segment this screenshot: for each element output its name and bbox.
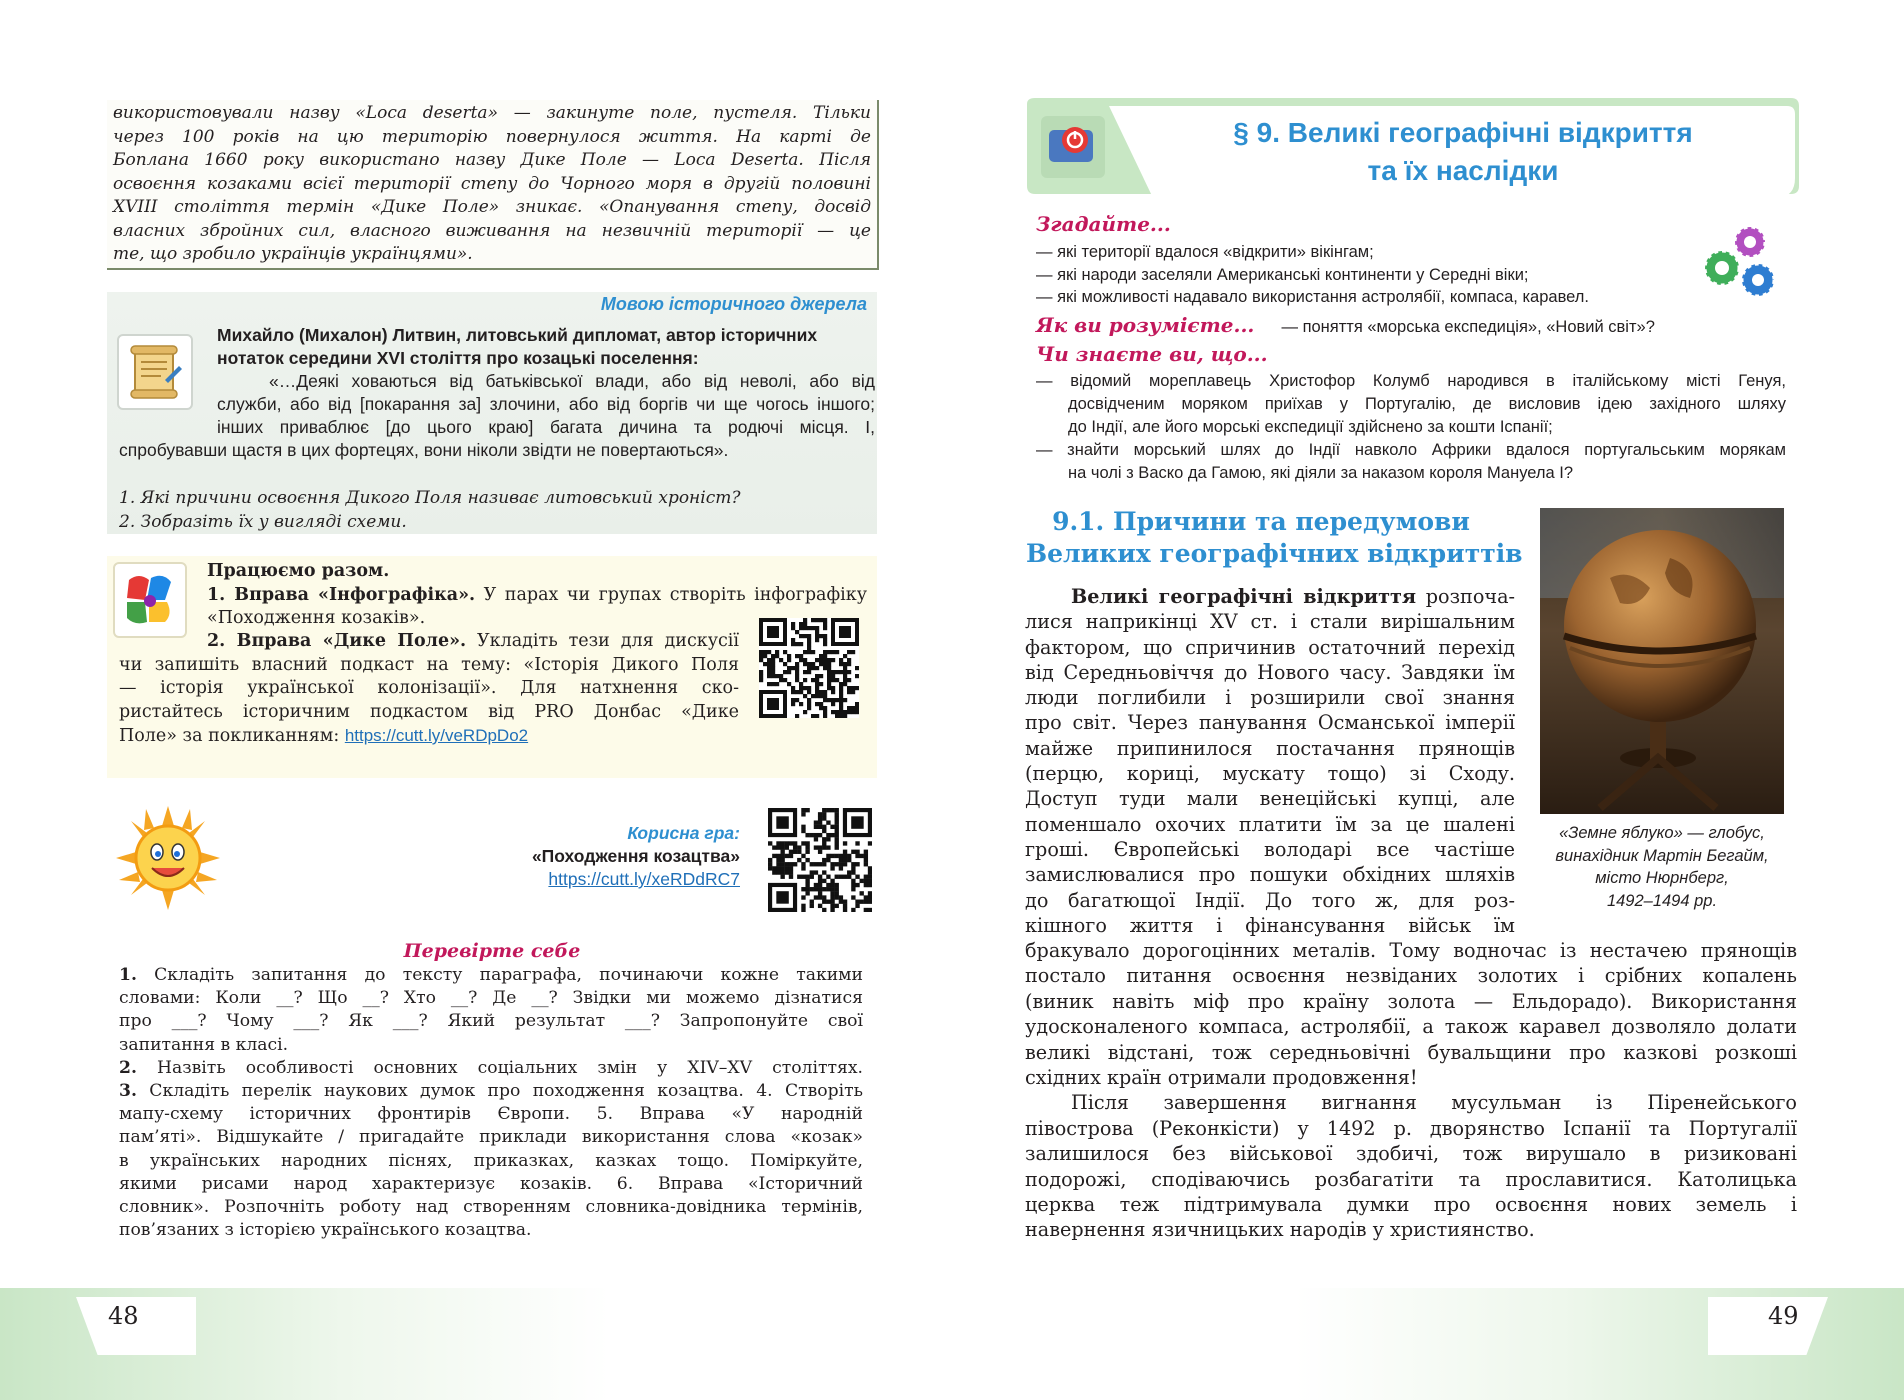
podcast-link[interactable]: https://cutt.ly/veRDpDo2 [344, 726, 529, 745]
body-term: Великі географічні відкриття [1071, 585, 1417, 608]
did-you-know-line: досвідченим моряком приїхав у Португалію, де висловив ідею західного шляху [1068, 395, 1786, 413]
historical-source-box [107, 292, 877, 534]
body-line: церква теж підтримувала думки про освоєння нових земель і [1025, 1193, 1797, 1217]
globe-photo [1540, 508, 1784, 814]
body-line: фактором, що спричинив остаточний перехід [1025, 635, 1515, 659]
game-label: Корисна гра: [627, 823, 740, 843]
page-number-left: 48 [108, 1302, 139, 1330]
body-line: поменшало охочих платити їм за це шалені [1025, 812, 1515, 836]
work-together-box [107, 556, 877, 778]
check-item-number: 1. [119, 965, 137, 985]
exercise-text: чи запишіть власний подкаст на тему: «Історія Дикого Поля [119, 654, 739, 675]
game-link[interactable]: https://cutt.ly/xeRDdRC7 [548, 869, 740, 889]
intro-line: освоєння козаками всієї території степу до Чорного моря в другій половині [113, 173, 871, 194]
remember-item: — які можливості надавало використання астролябії, компаса, каравел. [1036, 288, 1590, 306]
body-line: постало питання освоєння незвіданих золотих і срібних копалень [1025, 964, 1797, 988]
check-line [119, 1010, 863, 1033]
check-line [119, 964, 863, 987]
check-line-text: якими рисами народ характеризує козаків. 6. Вправа «Історичний [119, 1173, 863, 1194]
exercise-text: Поле» за покликанням: [119, 726, 345, 746]
intro-line: те, що зробило українців українцями». [113, 244, 473, 264]
gears-icon [1700, 222, 1782, 302]
page-number-right: 49 [1768, 1302, 1799, 1330]
check-line-text: словами: Коли __? Що __? Хто __? Де __? Звідки ми можемо дізнатися [119, 988, 863, 1009]
exercise-text: — історія української колонізації». Для натхнення ско- [119, 678, 739, 698]
globe-caption-line: 1492–1494 рр. [1606, 891, 1718, 910]
source-quote-line: спробувавши щастя в цих фортецях, вони ніколи звідти не повертаються». [119, 440, 729, 460]
podcast-qr-code[interactable] [759, 618, 859, 718]
check-line-text: запитання в класі. [119, 1034, 289, 1055]
check-line-text: Складіть запитання до тексту параграфа, починаючи кожне такими [136, 965, 863, 985]
check-line-text: Назвіть особливості основних соціальних змін у XIV–XV століттях. [136, 1057, 863, 1078]
game-title: «Походження козацтва» [531, 846, 740, 866]
body-line: бракувало дорогоцінних металів. Тому водночас із нестачею прянощів [1025, 939, 1797, 962]
understand-heading: Як ви розумієте... [1036, 313, 1255, 337]
body-line: лися наприкінці XV ст. і стали вирішальним [1025, 610, 1515, 634]
check-line-text: пов’язаних з історією українського козацтва. [119, 1220, 532, 1241]
did-you-know-line: на чолі з Васко да Гамою, які діяли за наказом короля Мануела І? [1068, 464, 1574, 482]
check-line-text: мапу-схему історичних фронтирів Європи. 5. Вправа «У народній [119, 1104, 863, 1125]
did-you-know-line: — знайти морський шлях до Індії навколо Африки вдалося португальським морякам [1036, 441, 1786, 459]
exercise-label: 2. Вправа «Дике Поле». [207, 631, 467, 651]
understand-text: — поняття «морська експедиція», «Новий світ»? [1281, 318, 1655, 336]
intro-line: використовували назву «Loca deserta» — закинуте поле, пустеля. Тільки [113, 103, 871, 123]
check-line-text: пам’яті». Відшукайте / пригадайте приклади використання слова «козак» [119, 1127, 863, 1148]
intro-line: через 100 років на цю територію повернулося життя. На карті де [113, 126, 871, 147]
check-line-text: в українських народних піснях, приказках, казках тощо. Поміркуйте, [119, 1150, 863, 1171]
section-title: Великих географічних відкриттів [1026, 539, 1523, 568]
body-line: замислювалися про пошуки обхідних шляхів [1025, 863, 1515, 887]
body-line: Доступ туди мали венеційські купці, але [1025, 787, 1515, 811]
check-line [119, 1080, 863, 1103]
body-line: від Середньовіччя до Нового часу. Завдяки їм [1025, 660, 1515, 684]
check-yourself-heading: Перевірте себе [403, 940, 581, 962]
check-line [119, 1126, 863, 1149]
check-item-number: 2. [119, 1057, 137, 1078]
check-line [119, 1034, 863, 1057]
source-quote-line: інших приваблює [до цього краю] багата дичина та родючі місця. І, [217, 417, 875, 437]
body-line: гроші. Європейські володарі все частіше [1025, 837, 1515, 861]
check-line [119, 1103, 863, 1126]
remember-item: — які території вдалося «відкрити» вікінгам; [1036, 243, 1374, 261]
intro-line: XVIII століття термін «Дике Поле» зникає. «Опанування степу, досвід [113, 197, 871, 217]
body-line: про світ. Через панування Османської імперії [1025, 711, 1515, 735]
page-footer-band [0, 1288, 1904, 1400]
remember-heading: Згадайте... [1036, 212, 1171, 236]
game-qr-code[interactable] [768, 808, 872, 912]
check-line [119, 1150, 863, 1173]
body-line: кішного життя і фінансування військ їм [1025, 913, 1515, 937]
body-line: подорожі, сподіваючись розбагатіти та прославитися. Католицька [1025, 1167, 1797, 1191]
source-quote-line: «…Деякі ховаються від батьківської влади, або від неволі, або від [269, 371, 875, 391]
sun-mascot-icon [116, 806, 220, 910]
chapter-title-banner [1027, 98, 1799, 190]
source-question: 1. Які причини освоєння Дикого Поля називає литовський хроніст? [119, 488, 741, 508]
did-you-know-line: до Індії, але його морські експедиції здійснено за кошти Іспанії; [1068, 418, 1553, 436]
check-line-text: Складіть перелік наукових думок про походження козацтва. 4. Створіть [136, 1081, 863, 1102]
check-line [119, 1219, 863, 1242]
body-line: удосконаленого компаса, астролябії, а також каравел дозволяло долати [1025, 1015, 1797, 1039]
check-line [119, 1173, 863, 1196]
check-line [119, 1057, 863, 1080]
body-line: великі відстані, тож середньовічні бувальщини про казкові розкоші [1025, 1040, 1797, 1064]
work-title: Працюємо разом. [207, 561, 390, 581]
body-line: півострова (Реконкісти) у 1492 р. дворянство Іспанії та Португалії [1025, 1116, 1797, 1140]
did-you-know-line: — відомий мореплавець Христофор Колумб народився в італійському місті Генуя, [1036, 372, 1786, 390]
remember-item: — які народи заселяли Американські континенти у Середні віки; [1036, 265, 1529, 284]
body-line: (виник навіть міф про країну золота — Ельдорадо). Використання [1025, 989, 1797, 1013]
globe-caption-line: «Земне яблуко» — глобус, [1559, 824, 1765, 842]
body-line: до багатющої Індії. До того ж, для роз- [1025, 888, 1515, 912]
intro-line: Боплана 1660 року використано назву Дике Поле — Loca Deserta. Після [113, 150, 871, 170]
source-quote-line: служби, або від [покарання за] злочини, або від боргів чи ще чогось іншого; [217, 394, 875, 414]
exercise-text: У парах чи групах створіть інфографіку [475, 584, 867, 605]
check-line-text: про ___? Чому ___? Як ___? Який результат ___? Запропонуйте свої [119, 1011, 863, 1032]
chapter-title: та їх наслідки [1367, 155, 1559, 186]
exercise-text: «Походження козаків». [207, 608, 426, 628]
body-line: люди поглибили і розширили свої знання [1025, 686, 1515, 710]
intro-excerpt-box [107, 100, 879, 270]
chapter-title: § 9. Великі географічні відкриття [1233, 117, 1693, 148]
source-author-line: нотаток середини XVI століття про козацькі поселення: [217, 348, 699, 368]
check-line [119, 987, 863, 1010]
body-paragraph [1025, 584, 1515, 938]
puzzle-hands-icon [113, 562, 187, 638]
body-line: (перцю, кориці, мускату тощо) зі Сходу. [1025, 762, 1515, 786]
body-line: Після завершення вигнання мусульман із Піренейського [1071, 1091, 1797, 1115]
check-line [119, 1196, 863, 1219]
body-line: майже припинилося постачання прянощів [1025, 736, 1515, 760]
exercise-text: Укладіть тези для дискусії [466, 631, 739, 651]
section-title: 9.1. Причини та передумови [1052, 507, 1470, 536]
check-yourself-list [119, 964, 863, 1242]
exercise-label: 1. Вправа «Інфографіка». [207, 584, 476, 605]
check-item-number: 3. [119, 1081, 137, 1102]
exercise-text: ристайтесь історичним подкастом від PRO Донбас «Дике [119, 701, 739, 722]
globe-caption-line: винахідник Мартін Бегайм, [1555, 846, 1769, 865]
did-you-know-heading: Чи знаєте ви, що... [1036, 342, 1268, 366]
body-line: східних країн отримали продовження! [1025, 1066, 1418, 1090]
source-question: 2. Зобразіть їх у вигляді схеми. [119, 512, 407, 532]
check-line-text: словник». Розпочніть роботу над створенням словника-довідника термінів, [119, 1197, 863, 1218]
globe-caption-line: місто Нюрнберг, [1595, 869, 1729, 887]
body-line: залишилося без військової здобичі, тож вирушало в ризиковані [1025, 1142, 1797, 1166]
source-heading: Мовою історичного джерела [600, 294, 867, 314]
body-line: навернення язичницьких народів у християнство. [1025, 1218, 1535, 1242]
source-author-line: Михайло (Михалон) Литвин, литовський дипломат, автор історичних [217, 325, 818, 345]
intro-line: власних збройних сил, власного виживання на незвичній території — це [113, 220, 871, 241]
body-text: розпоча- [1416, 585, 1515, 608]
body-paragraph [1025, 938, 1797, 1243]
